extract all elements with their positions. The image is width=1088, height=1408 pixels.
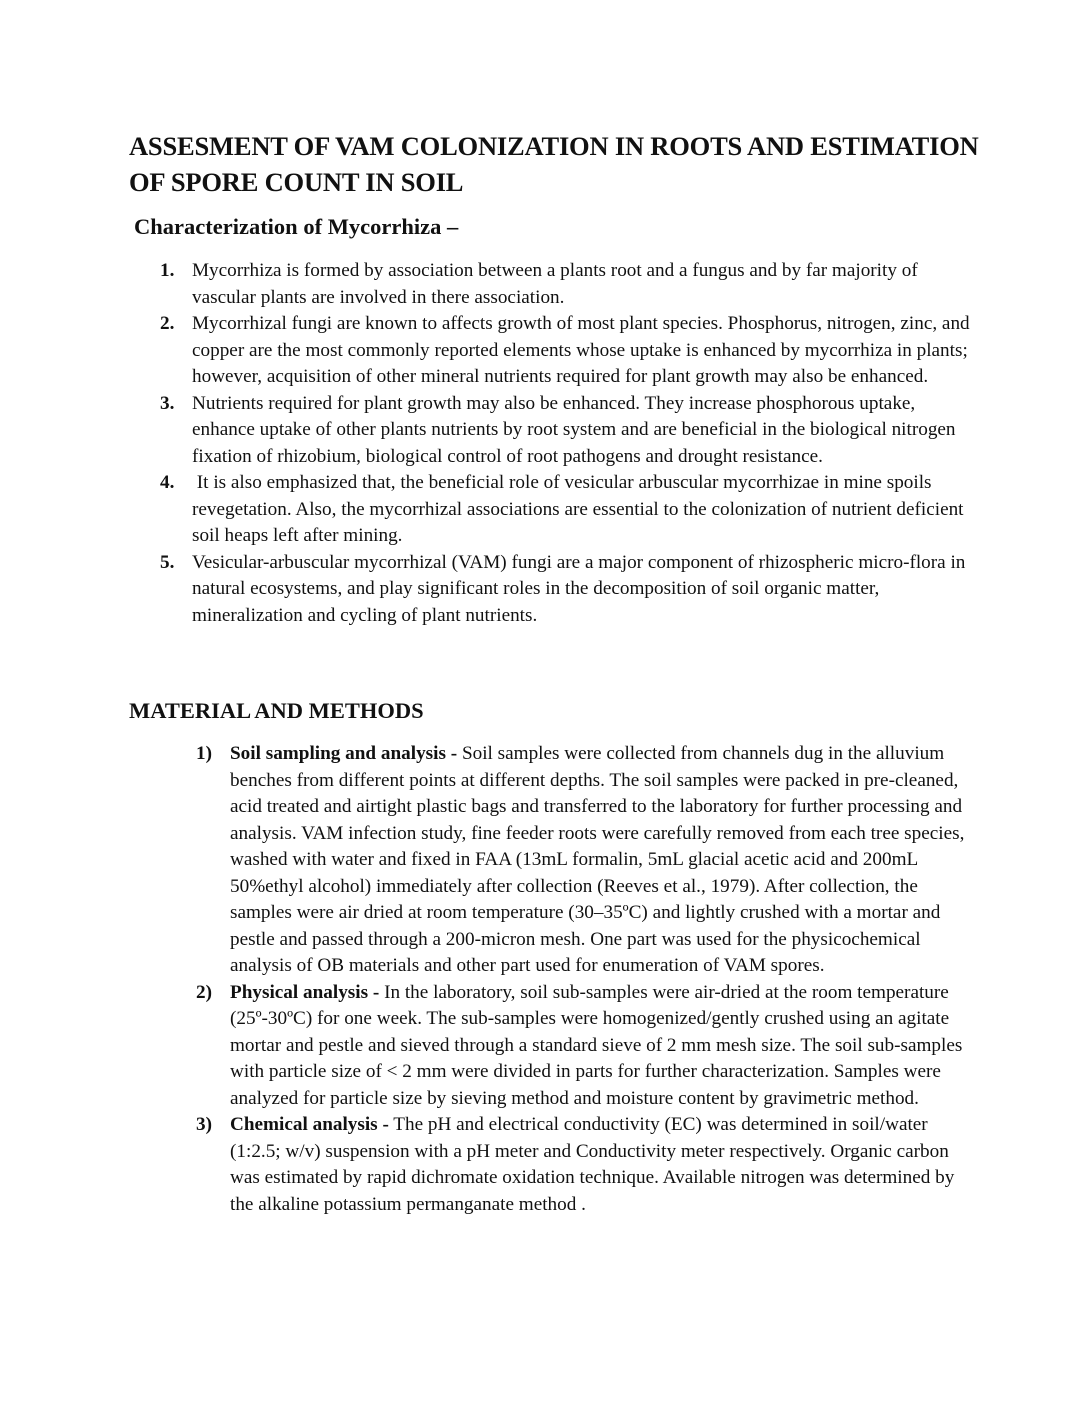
list-item-text: Mycorrhizal fungi are known to affects growth of most plant species. Phosphorus, nitrogen, zinc, and copper are the most commonly reported elements whose uptake is enhanced by mycorrhiza in plants; however, acquisition of other mineral nutrients required for plant growth may also be enhanced.: [192, 313, 970, 387]
section-heading-methods: MATERIAL AND METHODS: [129, 698, 424, 723]
list-item: [196, 1112, 975, 1218]
list-item: [196, 741, 975, 980]
list-item-number: 2.: [160, 313, 175, 334]
list-item-number: 1.: [160, 260, 175, 281]
list-item: [160, 470, 982, 550]
list-item-number: 1): [196, 743, 212, 764]
list-item-number: 3.: [160, 392, 175, 414]
document-title: ASSESMENT OF VAM COLONIZATION IN ROOTS AND ESTIMATION OF SPORE COUNT IN SOIL: [129, 131, 979, 197]
list-item-text: Nutrients required for plant growth may also be enhanced. They increase phosphorous uptake, enhance uptake of other plants nutrients by root system and are beneficial in the biological nitrogen fixation of rhizobium, biological control of root pathogens and drought resistance.: [192, 392, 956, 467]
list-item-number: 3): [196, 1114, 212, 1135]
methods-list: [196, 741, 975, 1218]
list-item-lead: Chemical analysis -: [230, 1114, 389, 1135]
section-heading-characterization: Characterization of Mycorrhiza –: [134, 214, 459, 239]
list-item: [160, 311, 982, 391]
list-item-lead: Soil sampling and analysis -: [230, 743, 458, 764]
list-item-number: 2): [196, 981, 212, 1003]
list-item-text: It is also emphasized that, the beneficial role of vesicular arbuscular mycorrhizae in mine spoils revegetation. Also, the mycorrhizal associations are essential to the colonization of nutrient deficient soil heaps left after mining.: [192, 472, 969, 546]
list-item-text: The pH and electrical conductivity (EC) was determined in soil/water (1:2.5; w/v) suspension with a pH meter and Conductivity meter respectively. Organic carbon was estimated by rapid dichromate oxidation technique. Available nitrogen was determined by the alkaline potassium permanganate method .: [230, 1114, 955, 1215]
list-item: [196, 980, 975, 1113]
list-item-text: In the laboratory, soil sub-samples were air-dried at the room temperature (25º-30ºC) for one week. The sub-samples were homogenized/gently crushed using an agitate mortar and pestle and sieved through a standard sieve of 2 mm mesh size. The soil sub-samples with particle size of < 2 mm were divided in parts for further characterization. Samples were analyzed for particle size by sieving method and moisture content by gravimetric method.: [230, 981, 963, 1109]
list-item: [160, 391, 982, 471]
list-item-number: 5.: [160, 551, 175, 573]
list-item-text: Soil samples were collected from channels dug in the alluvium benches from different points at different depths. The soil samples were packed in pre-cleaned, acid treated and airtight plastic bags and transferred to the laboratory for further processing and analysis. VAM infection study, fine feeder roots were carefully removed from each tree species, washed with water and fixed in FAA (13mL formalin, 5mL glacial acetic acid and 200mL 50%ethyl alcohol) immediately after collection (Reeves et al., 1979). After collection, the samples were air dried at room temperature (30–35ºC) and lightly crushed with a mortar and pestle and passed through a 200-micron mesh. One part was used for the physicochemical analysis of OB materials and other part used for enumeration of VAM spores.: [230, 743, 965, 976]
list-item-text: Vesicular-arbuscular mycorrhizal (VAM) fungi are a major component of rhizospheric micro-flora in natural ecosystems, and play significant roles in the decomposition of soil organic matter, mineralization and cycling of plant nutrients.: [192, 551, 966, 626]
characterization-list: [160, 258, 982, 629]
list-item: [160, 258, 982, 311]
list-item: [160, 550, 982, 630]
list-item-lead: Physical analysis -: [230, 981, 380, 1003]
list-item-text: Mycorrhiza is formed by association between a plants root and a fungus and by far majority of vascular plants are involved in there association.: [192, 260, 918, 308]
list-item-number: 4.: [160, 472, 175, 493]
